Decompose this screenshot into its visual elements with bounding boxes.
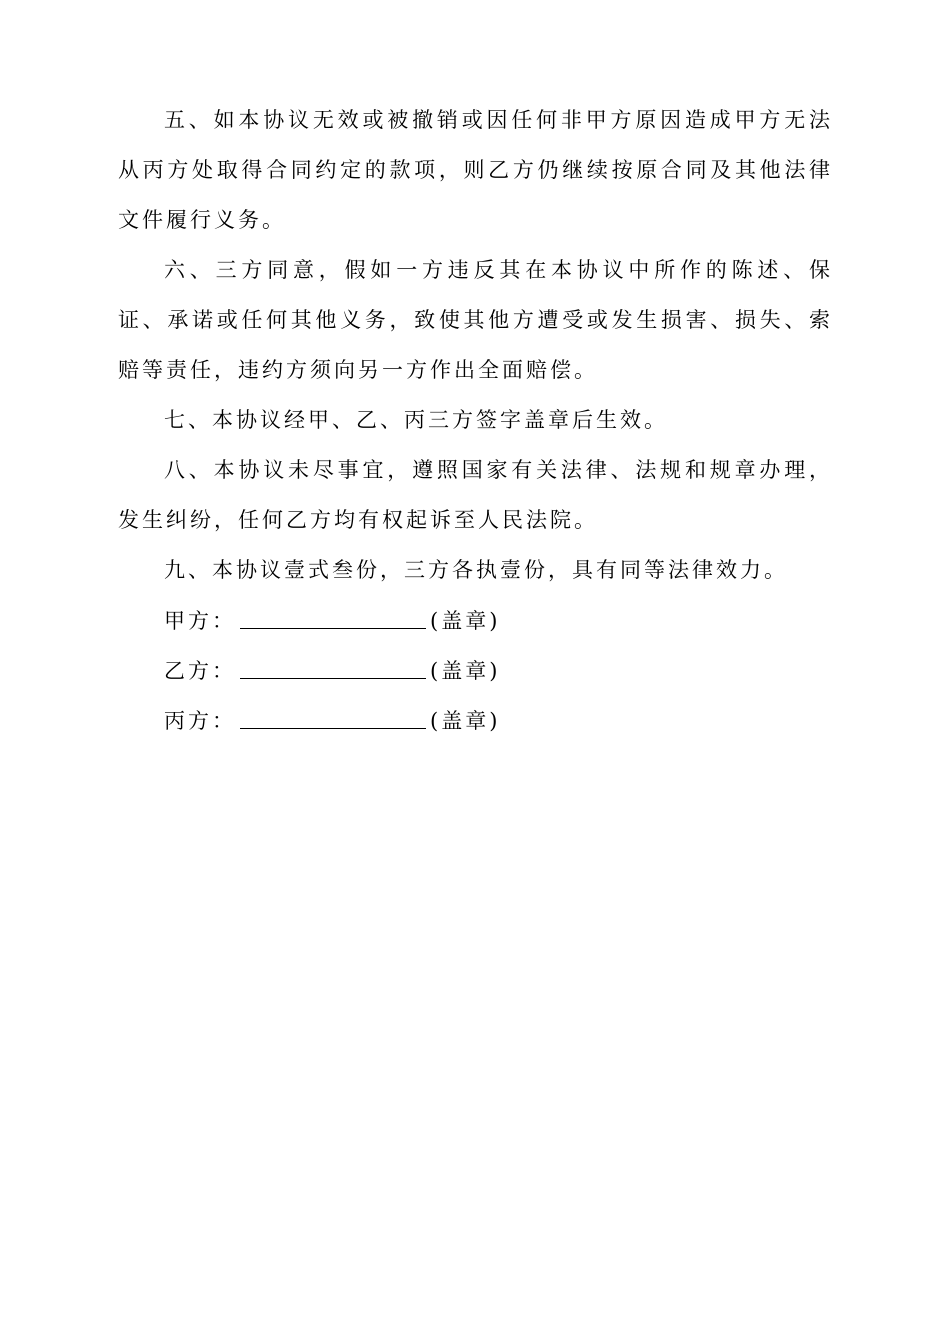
clause-9: 九、本协议壹式叁份，三方各执壹份，具有同等法律效力。: [164, 558, 788, 582]
party-a-signature-blank: [240, 608, 426, 629]
party-b-label: 乙方：: [164, 659, 236, 683]
signature-block: [118, 595, 833, 745]
party-c-signature-blank: [240, 708, 426, 729]
clause-7: 七、本协议经甲、乙、丙三方签字盖章后生效。: [164, 408, 668, 432]
party-a-label: 甲方：: [164, 609, 236, 633]
party-b-seal-note: (盖章): [430, 659, 501, 683]
party-c-label: 丙方：: [164, 709, 236, 733]
clause-5: 五、如本协议无效或被撤销或因任何非甲方原因造成甲方无法从丙方处取得合同约定的款项，则乙方仍继续按原合同及其他法律文件履行义务。: [118, 108, 833, 232]
clause-8: 八、本协议未尽事宜，遵照国家有关法律、法规和规章办理，发生纠纷，任何乙方均有权起诉至人民法院。: [118, 458, 833, 532]
signature-line-party-b: [118, 645, 833, 695]
party-c-seal-note: (盖章): [430, 709, 501, 733]
party-a-seal-note: (盖章): [430, 609, 501, 633]
party-b-signature-blank: [240, 658, 426, 679]
document-body: [118, 95, 833, 745]
clause-6: 六、三方同意，假如一方违反其在本协议中所作的陈述、保证、承诺或任何其他义务，致使其他方遭受或发生损害、损失、索赔等责任，违约方须向另一方作出全面赔偿。: [118, 258, 833, 382]
signature-line-party-a: [118, 595, 833, 645]
signature-line-party-c: [118, 695, 833, 745]
